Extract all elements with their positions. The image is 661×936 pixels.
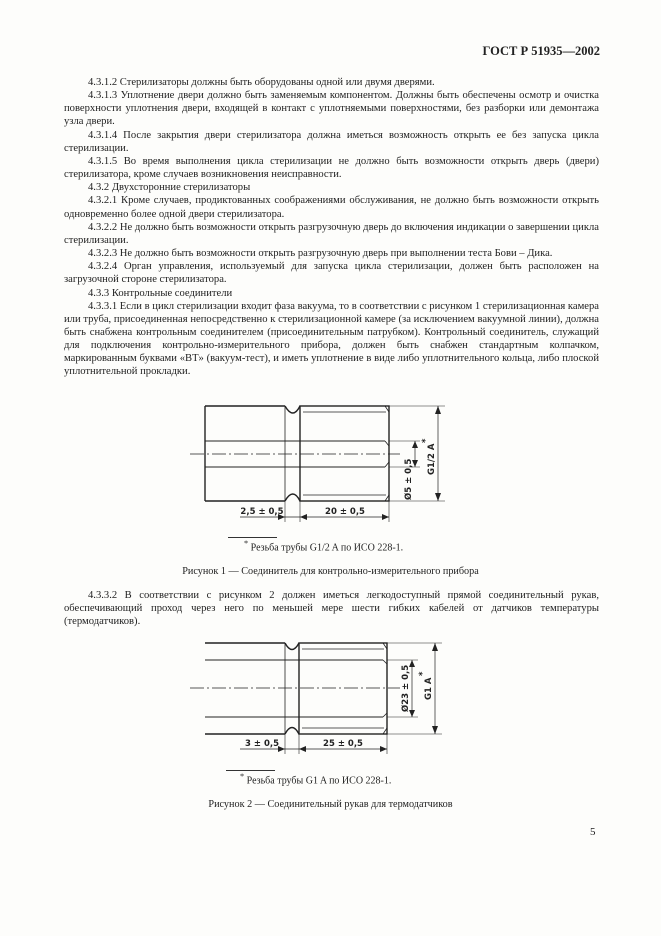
figure-1-caption: Рисунок 1 — Соединитель для контрольно-измерительного прибора [182,566,479,577]
figure-2-thread-mark: * [418,671,428,676]
footnote-text: Резьба трубы G1 A по ИСО 228-1. [246,775,392,787]
paragraph: 4.3.1.4 После закрытия двери стерилизатора должна иметься возможность открыть ее без запуска цикла стерилизации. [64,129,599,154]
document-header: ГОСТ Р 51935—2002 [482,44,600,58]
paragraph: 4.3.2.2 Не должно быть возможности открыть разгрузочную дверь до включения индикации о завершении цикла стерилизации. [64,221,599,246]
figure-2-footnote [240,772,391,786]
paragraph: 4.3.1.5 Во время выполнения цикла стерилизации не должно быть возможности открыть дверь (двери) стерилизатора, кроме случаев возникновения неисправности. [64,155,599,181]
paragraph: 4.3.1.2 Стерилизаторы должны быть оборудованы одной или двумя дверями. [88,77,435,88]
figure-1-dim-thread: G1/2 A [427,443,437,475]
footnote-rule [226,770,275,771]
figure-2-dim-length: 25 ± 0,5 [323,739,363,749]
paragraph: 4.3.2.4 Орган управления, используемый для запуска цикла стерилизации, должен быть расположен на загрузочной стороне стерилизатора. [64,261,599,286]
footnote-mark: * [244,539,249,548]
paragraph: 4.3.2.1 Кроме случаев, продиктованных соображениями обслуживания, не должно быть возможности открыть одновременно более одной двери стерилизатора. [64,195,599,220]
page-number: 5 [590,826,596,838]
section-heading: 4.3.3 Контрольные соединители [88,287,233,299]
figure-2-caption: Рисунок 2 — Соединительный рукав для термодатчиков [208,799,453,810]
footnote-mark: * [240,772,245,781]
figure-2-dim-thread: G1 A [424,677,434,700]
figure-2-dim-groove: 3 ± 0,5 [244,739,280,749]
figure-1-thread-mark: * [421,438,431,443]
figure-1-dim-diameter: Ø5 ± 0,5 [404,458,414,500]
figure-1-dim-groove: 2,5 ± 0,5 [240,507,284,517]
paragraph: 4.3.1.3 Уплотнение двери должно быть заменяемым компонентом. Должны быть обеспечены осмотр и очистка поверхности уплотнения двери, входящей в контакт с уплотняемыми поверхностями, без разборки или демонтажа узла двери. [64,90,599,128]
figure-1-dim-length: 20 ± 0,5 [325,507,365,517]
paragraph: 4.3.3.2 В соответствии с рисунком 2 должен иметься легкодоступный прямой соединительный рукав, обеспечивающий проход через него по меньшей мере шести гибких кабелей от датчиков температуры (термодатчиков). [64,590,599,628]
paragraph: 4.3.2.3 Не должно быть возможности открыть разгрузочную дверь при выполнении теста Бови – Дика. [88,248,553,260]
figure-2-dim-diameter: Ø23 ± 0,5 [401,664,411,712]
paragraph: 4.3.3.1 Если в цикл стерилизации входит фаза вакуума, то в соответствии с рисунком 1 стерилизационная камера или труба, присоединенная непосредственно к стерилизационной камере (за исключением вакуумной линии), должна быть снабжена контрольным соединителем (присоединительным патрубком). Контрольный соединитель, служащий для подключения контрольно-измерительного прибора, должен быть снабжен стандартным колпачком, маркированным буквами «BT» (вакуум-тест), и иметь уплотнение в виде либо уплотнительного кольца, либо плоской уплотнительной прокладки. [64,300,599,378]
section-heading: 4.3.2 Двухсторонние стерилизаторы [88,182,251,194]
footnote-text: Резьба трубы G1/2 A по ИСО 228-1. [250,542,404,554]
